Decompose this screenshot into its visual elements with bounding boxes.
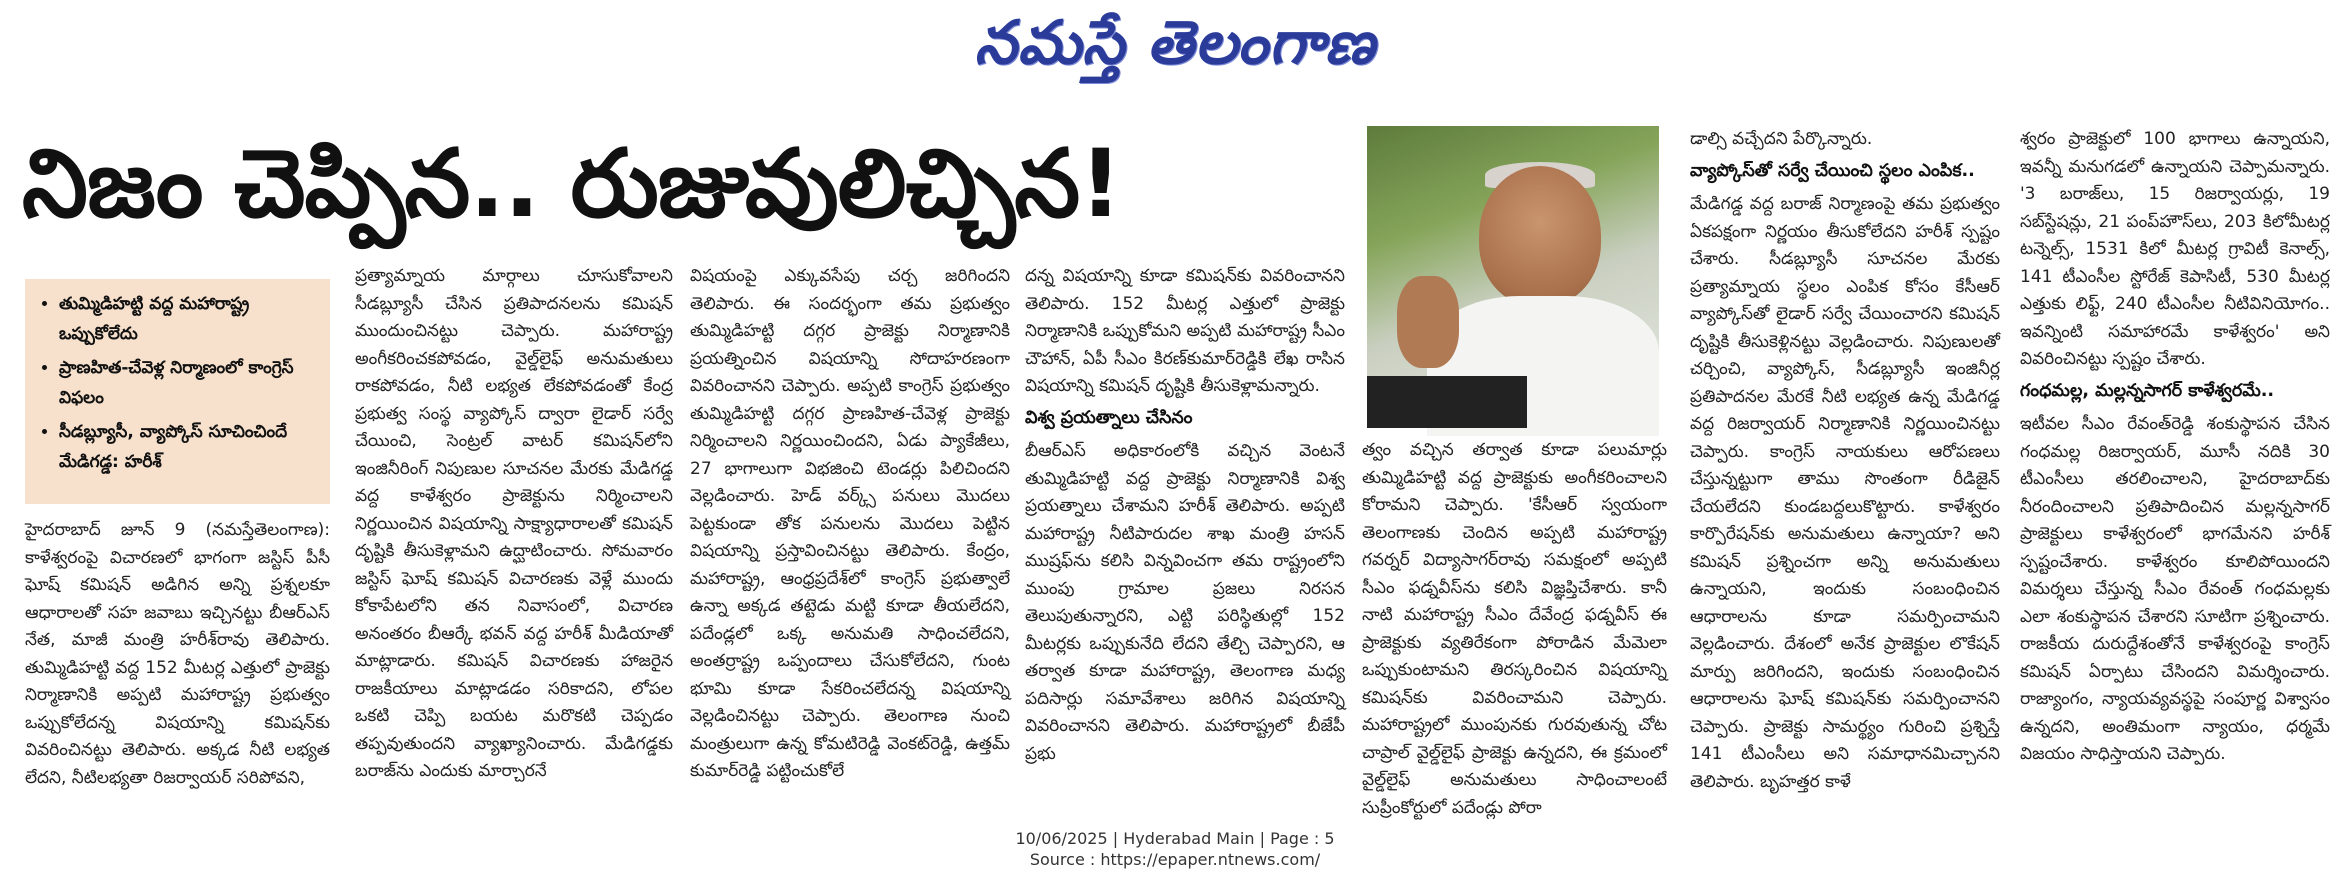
column-text: డాల్సి వచ్చేదని పేర్కొన్నారు.	[1690, 129, 1873, 149]
article-photo	[1367, 126, 1659, 428]
column-text: శ్వరం ప్రాజెక్టులో 100 భాగాలు ఉన్నాయని, ఇవన్నీ మనుగడలో ఉన్నాయని చెప్పామన్నారు. '3 బరాజ్‌లు, 15 రిజర్వాయర్లు, 19 సబ్‌స్టేషన్లు, 21 పంప్‌హౌస్‌లు, 203 కిలోమీటర్ల టన్నెల్స్‌, 1531 కిలో మీటర్ల గ్రావిటీ కెనాల్స్‌, 141 టీఎంసీల స్టోరేజ్‌ కెపాసిటీ, 530 మీటర్ల ఎత్తుకు లిఫ్ట్‌, 240 టీఎంసీల నీటివినియోగం.. ఇవన్నింటి సమాహారమే కాళేశ్వరం' అని వివరించినట్టు స్పష్టం చేశారు.	[2020, 129, 2330, 369]
article-column-3	[690, 263, 1010, 795]
newspaper-logo: నమస్తే తెలంగాణ	[974, 8, 1376, 78]
masthead	[0, 0, 2350, 95]
subheading: విశ్వ ప్రయత్నాలు చేసినం	[1025, 407, 1193, 428]
column-text: త్వం వచ్చిన తర్వాత కూడా పలుమార్లు తుమ్మిడిహట్టి వద్ద ప్రాజెక్టుకు అంగీకరించాలని కోరామని చెప్పారు. 'కేసీఆర్‌ స్వయంగా తెలంగాణకు చెందిన అప్పటి మహారాష్ట్ర గవర్నర్‌ విద్యాసాగర్‌రావు సమక్షంలో అప్పటి సీఎం ఫడ్నవీస్‌ను కలిసి విజ్ఞప్తిచేశారు. కానీ నాటి మహారాష్ట్ర సీఎం దేవేంద్ర ఫడ్నవీస్‌ ఈ ప్రాజెక్టుకు వ్యతిరేకంగా పోరాడిన మేమెలా ఒప్పుకుంటామని తిరస్కరించిన విషయాన్ని కమిషన్‌కు వివరించామని చెప్పారు. మహారాష్ట్రలో ముంపునకు గురవుతున్న చోట చాప్రాల్‌ వైల్డ్‌లైఫ్‌ ప్రాజెక్టు ఉన్నదని, ఈ క్రమంలో వైల్డ్‌లైఫ్‌ అనుమతులు సాధించాలంటే సుప్రీంకోర్టులో పదేండ్లు పోరా	[1362, 440, 1667, 818]
column-text: దన్న విషయాన్ని కూడా కమిషన్‌కు వివరించానని తెలిపారు. 152 మీటర్ల ఎత్తులో ప్రాజెక్టు నిర్మాణానికి ఒప్పుకోమని అప్పటి మహారాష్ట్ర సీఎం చౌహాన్‌, ఏపీ సీఎం కిరణ్‌కుమార్‌రెడ్డికి లేఖ రాసిన విషయాన్ని కమిషన్‌ దృష్టికి తీసుకెళ్లామన్నారు.	[1025, 266, 1345, 396]
column-text: విషయంపై ఎక్కువసేపు చర్చ జరిగిందని తెలిపారు. ఈ సందర్భంగా తమ ప్రభుత్వం తుమ్మిడిహట్టి దగ్గర ప్రాజెక్టు నిర్మాణానికి ప్రయత్నించిన విషయాన్ని సోదాహరణంగా వివరించానని చెప్పారు. అప్పటి కాంగ్రెస్‌ ప్రభుత్వం తుమ్మిడిహట్టి దగ్గర ప్రాణహిత-చేవెళ్ల ప్రాజెక్టు నిర్మించాలని నిర్ణయించిందని, ఏడు ప్యాకేజీలు, 27 భాగాలుగా విభజించి టెండర్లు పిలిచిందని వెల్లడించారు. హెడ్‌ వర్క్స్‌ పనులు మొదలు పెట్టకుండా తోక పనులను మొదలు పెట్టిన విషయాన్ని ప్రస్తావించినట్టు తెలిపారు. కేంద్రం, మహారాష్ట్ర, ఆంధ్రప్రదేశ్‌లో కాంగ్రెస్‌ ప్రభుత్వాలే ఉన్నా అక్కడ తట్టెడు మట్టి కూడా తీయలేదని, పదేండ్లలో ఒక్క అనుమతి సాధించలేదని, అంతర్రాష్ట్ర ఒప్పందాలు చేసుకోలేదని, గుంట భూమి కూడా సేకరించలేదన్న విషయాన్ని వెల్లడించినట్టు చెప్పారు. తెలంగాణ నుంచి మంత్రులుగా ఉన్న కోమటిరెడ్డి వెంకట్‌రెడ్డి, ఉత్తమ్‌ కుమార్‌రెడ్డి పట్టించుకోలే	[690, 266, 1010, 781]
article-column-7	[2020, 126, 2330, 796]
photo-face	[1479, 166, 1601, 306]
source-link[interactable]: Source : https://epaper.ntnews.com/	[1029, 850, 1321, 869]
article-column-2	[355, 263, 673, 795]
column-text: మేడిగడ్డ వద్ద బరాజ్‌ నిర్మాణంపై తమ ప్రభుత్వం ఏకపక్షంగా నిర్ణయం తీసుకోలేదని హరీశ్‌ స్పష్టం చేశారు. సీడబ్ల్యూసీ సూచనల మేరకు ప్రత్యామ్నాయ స్థలం ఎంపిక కోసం కేసీఆర్‌ వ్యాప్కోస్‌తో లైడార్‌ సర్వే చేయించారని కమిషన్‌ దృష్టికి తీసుకెళ్లినట్టు వెల్లడించారు. నిపుణులతో చర్చించి, వ్యాప్కోస్‌, సీడబ్ల్యూసీ ఇంజినీర్ల ప్రతిపాదనల మేరకే నీటి లభ్యత ఉన్న మేడిగడ్డ వద్ద రిజర్వాయర్‌ నిర్మాణానికి నిర్ణయించినట్టు చెప్పారు. కాంగ్రెస్‌ నాయకులు ఆరోపణలు చేస్తున్నట్టుగా తాము సొంతంగా రీడిజైన్‌ చేయలేదని కుండబద్దలుకొట్టారు. కాళేశ్వరం కార్పొరేషన్‌కు అనుమతులు ఉన్నాయా? అని కమిషన్‌ ప్రశ్నించగా అన్ని అనుమతులు ఉన్నాయని, ఇందుకు సంబంధించిన ఆధారాలను కూడా సమర్పించామని వెల్లడించారు. దేశంలో అనేక ప్రాజెక్టుల లొకేషన్‌ మార్పు జరిగిందని, ఇందుకు సంబంధించిన ఆధారాలను ఘోష్‌ కమిషన్‌కు సమర్పించానని చెప్పారు. ప్రాజెక్టు సామర్థ్యం గురించి ప్రశ్నిస్తే 141 టీఎంసీలు అని సమాధానమిచ్చానని తెలిపారు. బృహత్తర కాళే	[1690, 194, 2000, 792]
article-column-6	[1690, 126, 2000, 796]
photo-raised-hand	[1397, 276, 1459, 368]
photo-microphones	[1367, 376, 1527, 428]
column-text: బీఆర్‌ఎస్‌ అధికారంలోకి వచ్చిన వెంటనే తుమ్మిడిహట్టి వద్ద ప్రాజెక్టు నిర్మాణానికి విశ్వ ప్రయత్నాలు చేశామని హరీశ్‌ తెలిపారు. అప్పటి మహారాష్ట్ర నీటిపారుదల శాఖ మంత్రి హసన్‌ ముష్రఫ్‌ను కలిసి విన్నవించగా తమ రాష్ట్రంలోని ముంపు గ్రామాల ప్రజలు నిరసన తెలుపుతున్నారని, ఎట్టి పరిస్థితుల్లో 152 మీటర్లకు ఒప్పుకునేది లేదని తేల్చి చెప్పారని, ఆ తర్వాత కూడా మహారాష్ట్ర, తెలంగాణ మధ్య పదిసార్లు సమావేశాలు జరిగిన విషయాన్ని వివరించానని తెలిపారు. మహారాష్ట్రలో బీజేపీ ప్రభు	[1025, 441, 1345, 764]
highlights-box	[25, 279, 330, 504]
edition-info: 10/06/2025 | Hyderabad Main | Page : 5	[1015, 829, 1335, 848]
highlight-item: • సీడబ్ల్యూసీ, వ్యాప్కోస్‌ సూచించిందే మేడిగడ్డ: హరీశ్‌	[59, 417, 318, 477]
article-column-1	[25, 517, 330, 792]
column-text: హైదరాబాద్‌ జూన్‌ 9 (నమస్తేతెలంగాణ): కాళేశ్వరంపై విచారణలో భాగంగా జస్టిస్‌ పీసీ ఘోష్‌ కమిషన్‌ అడిగిన అన్ని ప్రశ్నలకూ ఆధారాలతో సహ జవాబు ఇచ్చినట్టు బీఆర్‌ఎస్‌ నేత, మాజీ మంత్రి హరీశ్‌రావు తెలిపారు. తుమ్మిడిహట్టి వద్ద 152 మీటర్ల ఎత్తులో ప్రాజెక్టు నిర్మాణానికి అప్పటి మహారాష్ట్ర ప్రభుత్వం ఒప్పుకోలేదన్న విషయాన్ని కమిషన్‌కు వివరించినట్టు తెలిపారు. అక్కడ నీటి లభ్యత లేదని, నీటిలభ్యతా రిజర్వాయర్‌ సరిపోవని,	[25, 520, 330, 788]
highlight-item: • తుమ్మిడిహట్టి వద్ద మహారాష్ట్ర ఒప్పుకోలేదు	[59, 289, 318, 349]
subheading: వ్యాప్కోస్‌తో సర్వే చేయించి స్థలం ఎంపిక..	[1690, 160, 1975, 181]
highlight-item: • ప్రాణహిత-చేవెళ్ల నిర్మాణంలో కాంగ్రెస్‌ విఫలం	[59, 353, 318, 413]
article-column-4	[1025, 263, 1345, 795]
page-footer	[0, 828, 2350, 870]
headline: నిజం చెప్పిన.. రుజువులిచ్చిన!	[22, 130, 1122, 239]
article-column-5	[1362, 437, 1667, 818]
subheading: గంధమల్ల, మల్లన్నసాగర్‌ కాళేశ్వరమే..	[2020, 380, 2275, 401]
column-text: ప్రత్యామ్నాయ మార్గాలు చూసుకోవాలని సీడబ్ల్యూసీ చేసిన ప్రతిపాదనలను కమిషన్‌ ముందుంచినట్టు చెప్పారు. మహారాష్ట్ర అంగీకరించకపోవడం, వైల్డ్‌లైఫ్‌ అనుమతులు రాకపోవడం, నీటి లభ్యత లేకపోవడంతో కేంద్ర ప్రభుత్వ సంస్థ వ్యాప్కోస్‌ ద్వారా లైడార్‌ సర్వే చేయించి, సెంట్రల్‌ వాటర్‌ కమిషన్‌లోని ఇంజినీరింగ్‌ నిపుణుల సూచనల మేరకు మేడిగడ్డ వద్ద కాళేశ్వరం ప్రాజెక్టును నిర్మించాలని నిర్ణయించిన విషయాన్ని సాక్ష్యాధారాలతో కమిషన్‌ దృష్టికి తీసుకెళ్లామని ఉద్ఘాటించారు. సోమవారం జస్టిస్‌ ఘోష్‌ కమిషన్‌ విచారణకు వెళ్లే ముందు కోకాపేటలోని తన నివాసంలో, విచారణ అనంతరం బీఆర్కే భవన్‌ వద్ద హరీశ్‌ మీడియాతో మాట్లాడారు. కమిషన్‌ విచారణకు హాజరైన రాజకీయాలు మాట్లాడడం సరికాదని, లోపల ఒకటి చెప్పి బయట మరొకటి చెప్పడం తప్పవుతుందని వ్యాఖ్యానించారు. మేడిగడ్డకు బరాజ్‌ను ఎందుకు మార్చారనే	[355, 266, 673, 781]
column-text: ఇటీవల సీఎం రేవంత్‌రెడ్డి శంకుస్థాపన చేసిన గంధమల్ల రిజర్వాయర్‌, మూసీ నదికి 30 టీఎంసీలు తరలించాలని, హైదరాబాద్‌కు నీరందించాలని ప్రతిపాదించిన మల్లన్నసాగర్‌ ప్రాజెక్టులు కాళేశ్వరంలో భాగమేనని హరీశ్‌ స్పష్టంచేశారు. కాళేశ్వరం కూలిపోయిందని విమర్శలు చేస్తున్న సీఎం రేవంత్‌ గంధమల్లకు ఎలా శంకుస్థాపన చేశారని సూటిగా ప్రశ్నించారు. రాజకీయ దురుద్దేశంతోనే కాళేశ్వరంపై కాంగ్రెస్‌ కమిషన్‌ ఏర్పాటు చేసిందని విమర్శించారు. రాజ్యాంగం, న్యాయవ్యవస్థపై సంపూర్ణ విశ్వాసం ఉన్నదని, అంతిమంగా న్యాయం, ధర్మమే విజయం సాధిస్తాయని చెప్పారు.	[2020, 414, 2330, 764]
